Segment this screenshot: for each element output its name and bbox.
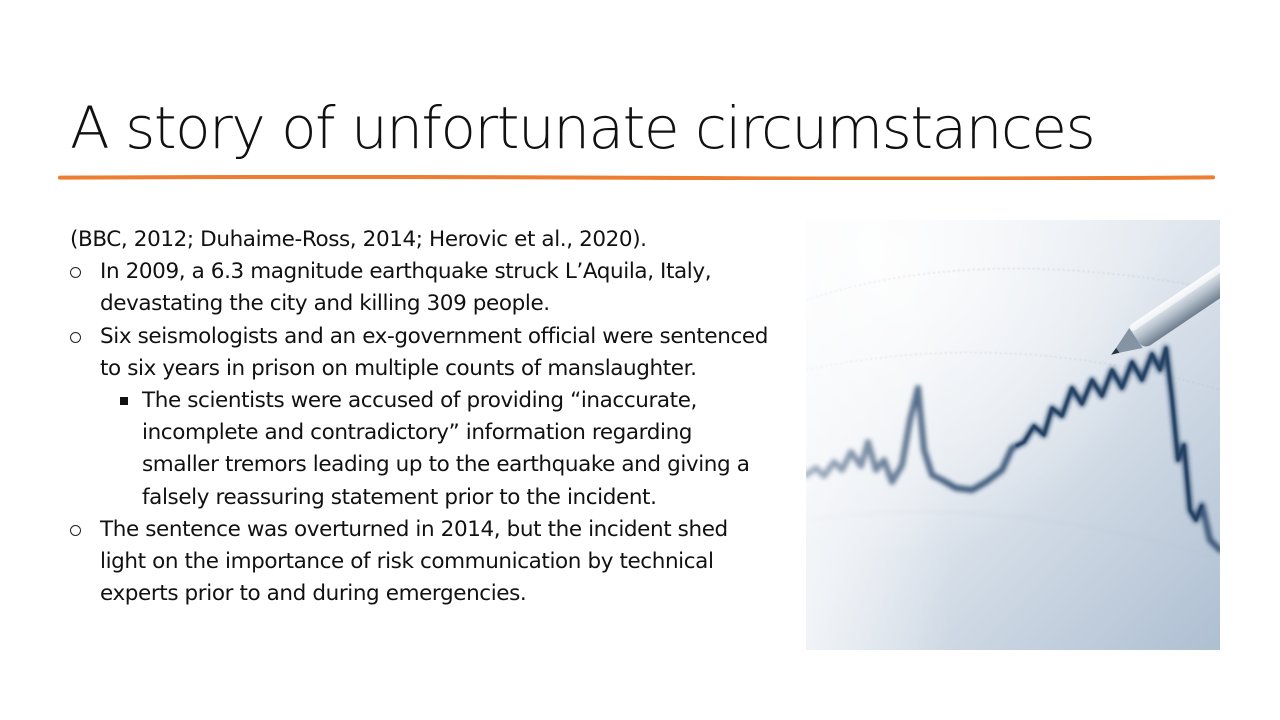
bullet-text: Six seismologists and an ex-government official were sentenced to six years in prison on multiple counts of manslaughter. [100,323,768,381]
bullet-text: The sentence was overturned in 2014, but the incident shed light on the importance of risk communication by technical experts prior to and during emergencies. [100,516,728,607]
hollow-circle-bullet-icon [70,332,81,343]
bullet-text: In 2009, a 6.3 magnitude earthquake struck L’Aquila, Italy, devastating the city and killing 309 people. [100,259,712,317]
bullet-item [70,321,770,514]
citation: (BBC, 2012; Duhaime-Ross, 2014; Herovic et al., 2020). [70,227,647,252]
bullet-item [70,256,770,320]
hollow-circle-bullet-icon [70,525,81,536]
title-underline [58,175,1215,180]
slide-title: A story of unfortunate circumstances [70,94,1095,162]
stock-chart-pen-photo [806,220,1220,650]
hollow-circle-bullet-icon [70,267,81,278]
bullet-list [70,256,770,610]
bullet-item [70,514,770,611]
sub-bullet-list [100,385,770,514]
square-bullet-icon [120,397,128,405]
sub-bullet-text: The scientists were accused of providing “inaccurate, incomplete and contradictory” information regarding smaller tremors leading up to the earthquake and giving a falsely reassuring statement prior to the incident. [142,388,750,510]
stock-chart-pen-icon [806,220,1220,650]
sub-bullet-item [100,385,770,514]
content-text [70,224,770,610]
